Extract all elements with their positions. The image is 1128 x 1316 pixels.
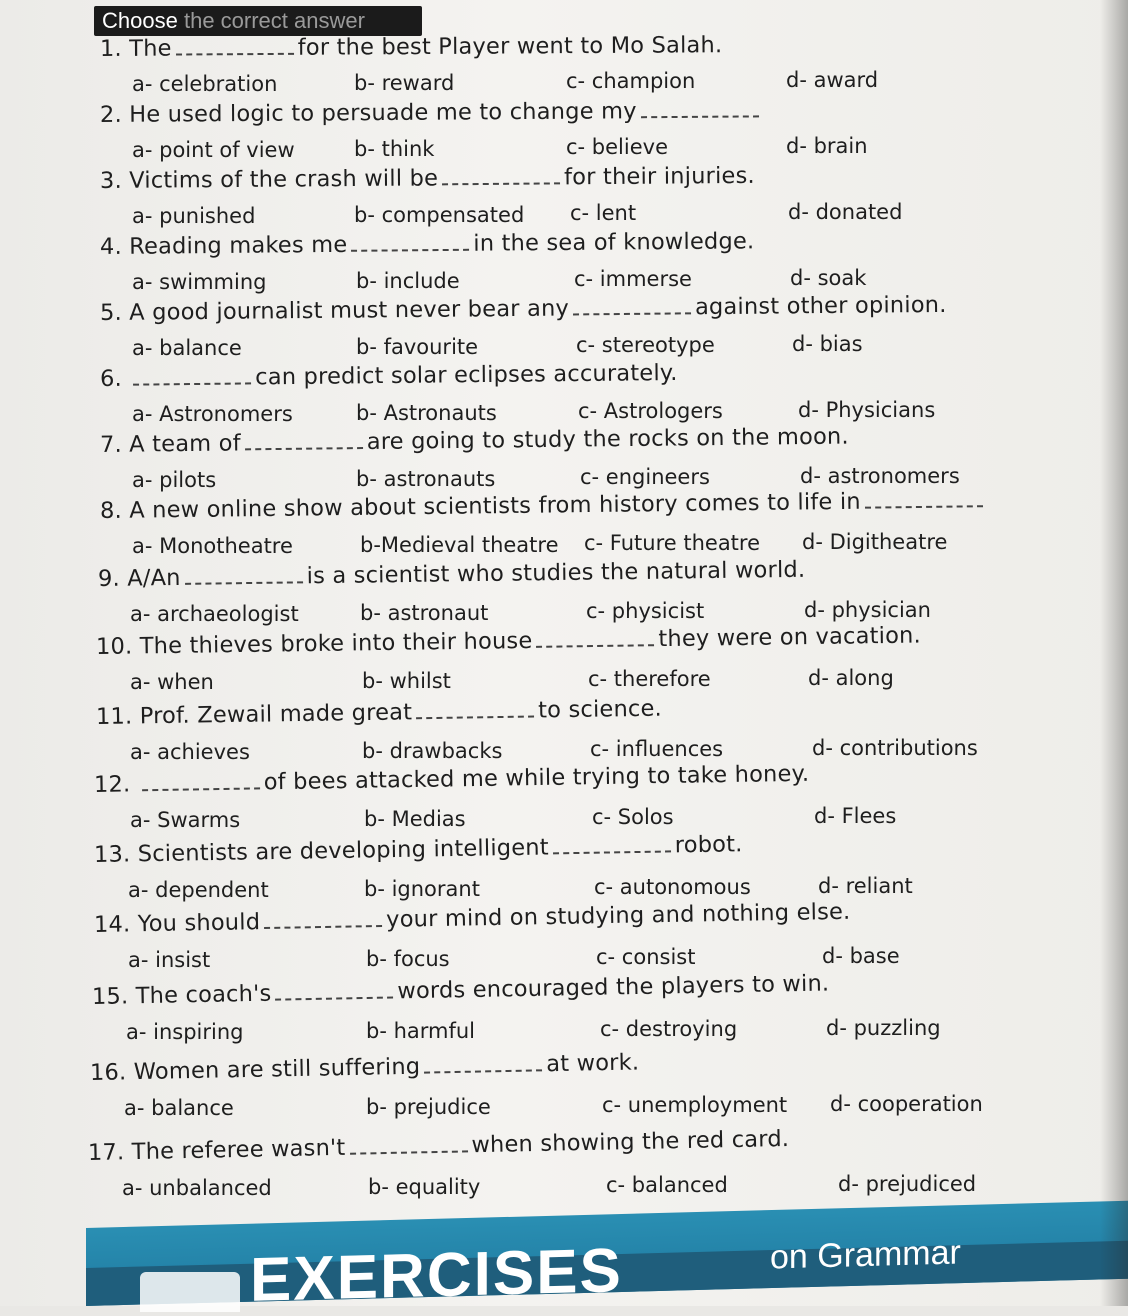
question-number: 4. [99,233,122,260]
option-d[interactable]: d- puzzling [826,1015,941,1040]
question-text-after: for the best Player went to Mo Salah. [297,32,723,61]
page-edge-shadow [1100,0,1128,1306]
option-a[interactable]: a- punished [132,204,256,228]
option-a[interactable]: a- Swarms [130,808,241,832]
question-10 [96,622,921,660]
question-number: 7. [99,431,123,458]
question-12 [94,761,810,798]
option-d[interactable]: d- bias [792,331,863,356]
option-c[interactable]: c- champion [566,69,696,93]
option-d[interactable]: d- Flees [814,803,897,828]
option-a[interactable]: a- balance [132,336,242,360]
question-number: 9. [97,565,121,592]
answer-blank [641,111,759,118]
option-a[interactable]: a- celebration [132,72,278,96]
question-number: 3. [99,167,122,194]
question-16 [90,1049,640,1086]
option-c[interactable]: c- lent [570,201,637,225]
question-11 [96,696,662,730]
question-number: 11. [95,703,133,730]
option-a[interactable]: a- achieves [130,740,250,764]
question-text-before: You should [137,909,261,938]
question-text-before: The coach's [135,980,272,1010]
question-text-before: A/An [127,564,181,592]
option-b[interactable]: b- whilst [362,668,451,693]
question-3 [100,163,755,194]
option-c[interactable]: c- autonomous [594,875,751,899]
logo-icon [140,1272,240,1312]
option-c[interactable]: c- consist [596,945,696,969]
question-text-before: A new online show about scientists from history comes to life in [129,488,861,524]
option-b[interactable]: b- Medias [364,806,466,831]
answer-blank [133,378,251,385]
question-number: 2. [99,101,122,128]
option-d[interactable]: d- Digitheatre [802,529,948,554]
option-b[interactable]: b- reward [354,70,455,95]
question-5 [100,292,947,326]
answer-blank [416,711,534,719]
option-b[interactable]: b- think [354,136,435,161]
question-14 [94,899,851,938]
question-text-after: they were on vacation. [658,622,922,653]
question-7 [100,424,849,458]
instruction-word: Choose [102,8,178,33]
option-a[interactable]: a- insist [128,948,211,972]
option-b[interactable]: b- astronaut [360,600,489,625]
instruction-rest: the correct answer [183,8,365,33]
question-number: 16. [89,1059,127,1086]
question-number: 5. [99,299,122,326]
question-text-before: He used logic to persuade me to change my [129,98,637,128]
question-text-after: against other opinion. [694,291,947,321]
option-b[interactable]: b- equality [368,1174,481,1199]
question-text-before: Women are still suffering [133,1053,421,1086]
option-c[interactable]: c- balanced [606,1173,728,1197]
question-text-after: robot. [674,831,743,859]
answer-blank [176,49,294,56]
question-15 [92,970,830,1010]
answer-blank [275,992,393,1000]
option-b[interactable]: b- astronauts [356,466,496,491]
option-a[interactable]: a- archaeologist [130,602,299,626]
option-d[interactable]: d- award [786,67,879,92]
question-text-after: your mind on studying and nothing else. [385,898,851,933]
instruction-header [94,6,422,36]
option-a[interactable]: a- pilots [132,468,217,492]
question-number: 10. [95,633,133,660]
question-text-after: are going to study the rocks on the moon. [366,423,849,455]
option-b[interactable]: b- prejudice [366,1094,491,1119]
question-number: 15. [91,983,129,1010]
question-text-before: A good journalist must never bear any [129,295,570,326]
question-text-before: The thieves broke into their house [139,627,533,660]
question-4 [100,228,755,260]
question-number: 6. [99,365,123,392]
option-a[interactable]: a- Monotheatre [132,534,293,558]
option-d[interactable]: d- cooperation [830,1091,983,1116]
question-text-after: words encouraged the players to win. [397,970,830,1005]
option-d[interactable]: d- base [822,943,900,968]
option-b[interactable]: b- compensated [354,202,525,227]
option-b[interactable]: b- focus [366,946,450,971]
question-text-after: in the sea of knowledge. [473,228,755,257]
question-text-before: A team of [129,430,241,458]
option-d[interactable]: d- astronomers [800,463,960,488]
option-c[interactable]: c- destroying [600,1017,738,1041]
option-d[interactable]: d- reliant [818,873,913,898]
question-2 [100,97,763,128]
question-text-before: Victims of the crash will be [129,165,439,194]
question-text-after: is a scientist who studies the natural world. [306,556,806,590]
option-a[interactable]: a- swimming [132,270,267,294]
option-b[interactable]: b- harmful [366,1018,476,1043]
answer-blank [351,245,469,252]
question-1 [100,32,722,62]
option-c[interactable]: c- engineers [580,465,710,489]
option-c[interactable]: c- Solos [592,805,674,829]
question-text-after: of bees attacked me while trying to take honey. [263,760,810,796]
question-number: 12. [93,771,131,798]
option-b[interactable]: b- Astronauts [356,400,497,425]
option-d[interactable]: d- donated [788,199,903,224]
option-d[interactable]: d- Physicians [798,397,936,422]
option-d[interactable]: d- soak [790,265,867,290]
answer-blank [142,783,260,791]
question-17 [88,1126,790,1166]
question-text-after: when showing the red card. [471,1125,790,1159]
question-number: 17. [87,1139,125,1166]
question-number: 14. [93,911,131,938]
answer-blank [245,443,363,450]
question-6 [100,360,678,392]
option-c[interactable]: c- believe [566,135,668,159]
option-c[interactable]: c- influences [590,737,724,761]
question-text-before: The referee wasn't [131,1134,346,1166]
option-a[interactable]: a- inspiring [126,1020,244,1044]
option-d[interactable]: d- brain [786,133,868,158]
option-d[interactable]: d- prejudiced [838,1171,977,1196]
question-text-before: The [129,35,172,62]
option-b[interactable]: b- ignorant [364,876,480,901]
option-a[interactable]: a- when [130,670,214,694]
option-c[interactable]: c- Future theatre [584,531,761,555]
option-d[interactable]: d- physician [804,597,931,622]
answer-blank [442,178,560,185]
option-a[interactable]: a- Astronomers [132,402,293,426]
question-number: 1. [99,35,122,62]
question-9 [98,557,806,592]
option-a[interactable]: a- unbalanced [122,1176,272,1200]
option-c[interactable]: c- Astrologers [578,399,723,423]
question-number: 8. [99,497,123,524]
option-d[interactable]: d- along [808,665,894,690]
option-b[interactable]: b- drawbacks [362,738,503,763]
option-b[interactable]: b- favourite [356,334,479,359]
option-c[interactable]: c- stereotype [576,333,715,357]
question-number: 13. [93,841,131,868]
question-13 [94,831,743,868]
option-b[interactable]: b- include [356,268,460,293]
option-c[interactable]: c- unemployment [602,1093,788,1117]
question-text-before: Reading makes me [129,231,348,260]
option-b[interactable]: b-Medieval theatre [360,532,559,557]
option-a[interactable]: a- point of view [132,138,295,162]
option-c[interactable]: c- immerse [574,267,692,291]
option-d[interactable]: d- contributions [812,735,978,760]
option-a[interactable]: a- dependent [128,878,269,902]
answer-blank [536,640,654,648]
answer-blank [424,1065,542,1073]
footer-subtitle: on Grammar [770,1233,961,1277]
option-c[interactable]: c- therefore [588,667,711,691]
option-c[interactable]: c- physicist [586,599,705,623]
answer-blank [349,1146,467,1154]
footer-brand: EXERCISES [250,1236,623,1315]
answer-blank [865,501,983,508]
question-text-after: can predict solar eclipses accurately. [255,359,678,391]
option-a[interactable]: a- balance [124,1096,234,1120]
question-text-after: at work. [545,1049,640,1078]
question-8 [100,487,987,524]
answer-blank [185,577,303,585]
question-text-after: to science. [537,695,663,724]
question-text-before: Scientists are developing intelligent [137,834,550,868]
answer-blank [573,308,691,315]
question-text-after: for their injuries. [564,162,755,191]
answer-blank [264,921,382,929]
answer-blank [553,846,671,854]
question-text-before: Prof. Zewail made great [139,699,413,730]
